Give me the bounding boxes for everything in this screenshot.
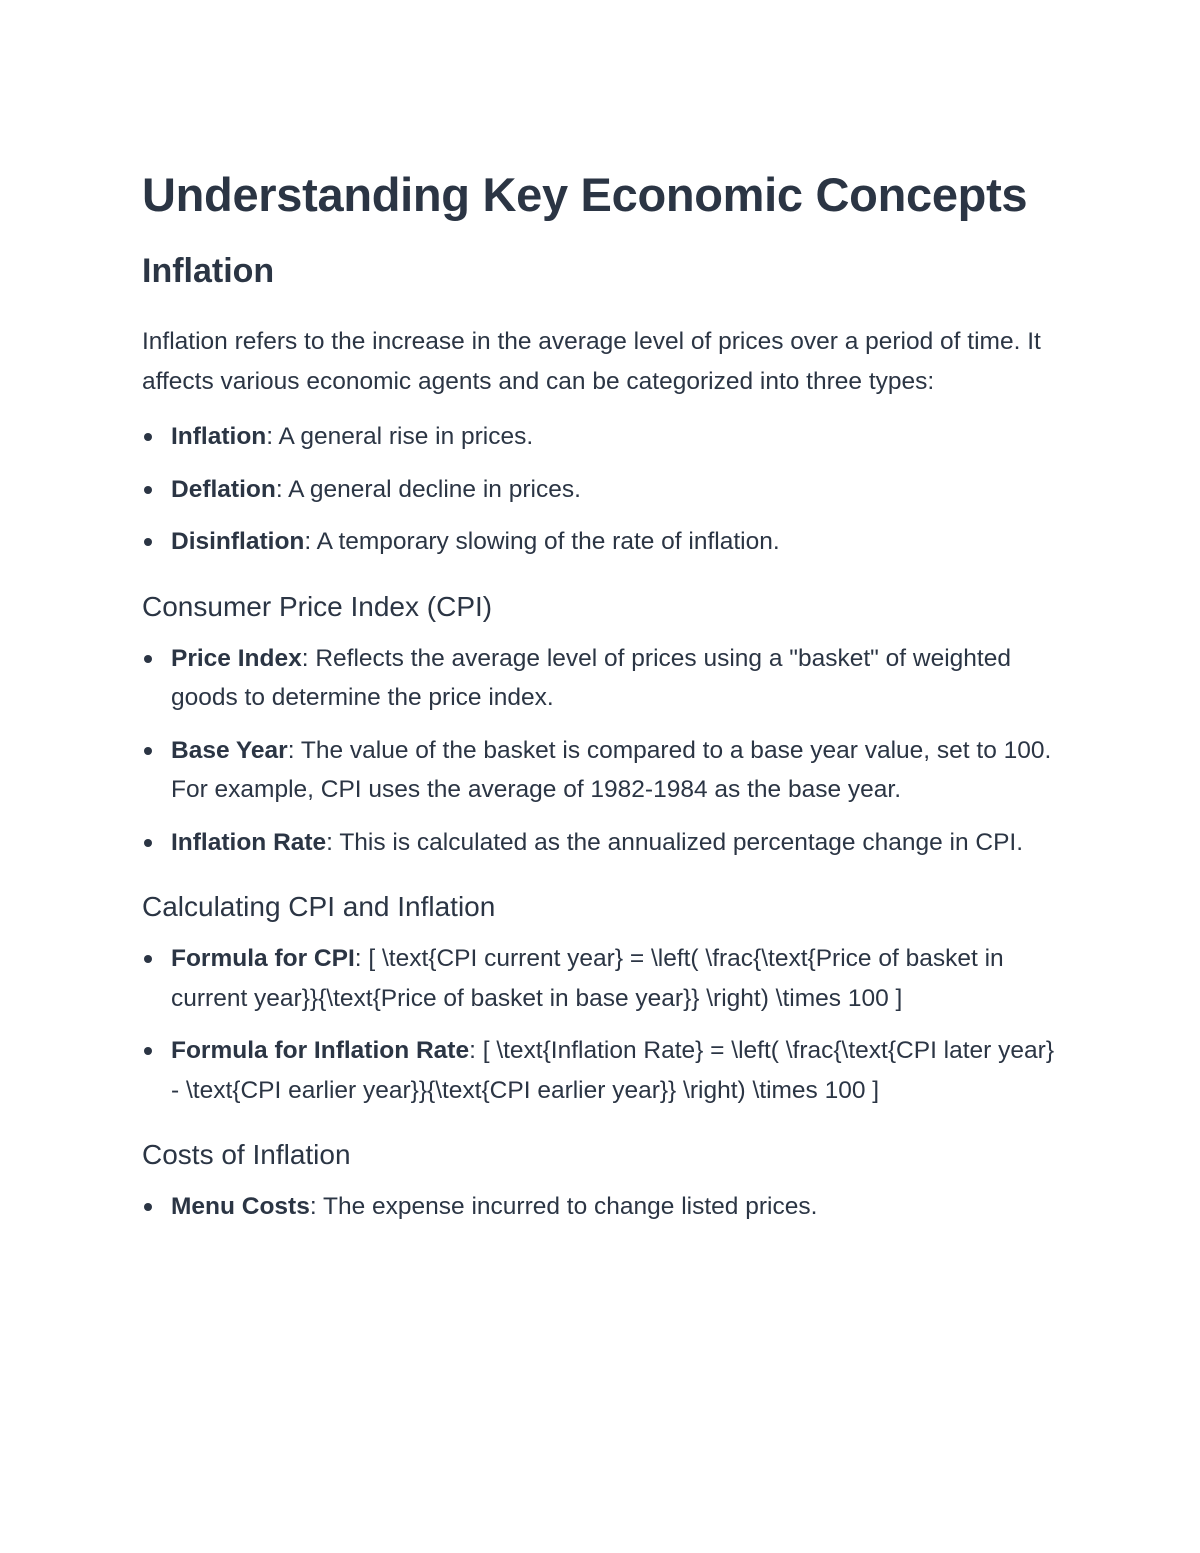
list-item-term: Deflation [171,475,276,503]
bullet-icon [144,1047,152,1055]
inflation-intro: Inflation refers to the increase in the average level of prices over a period of time. It affects various economic agents and can be categorized into three types: [142,328,1041,395]
document-title: Understanding Key Economic Concepts [142,168,1028,221]
list-item [142,417,1062,457]
list-item [142,1187,1062,1227]
list-item [142,823,1062,863]
list-item-text: : The expense incurred to change listed prices. [309,1193,818,1220]
list-item-text: : Reflects the average level of prices using a "basket" of weighted goods to determine the price index. [171,644,1011,711]
list-item-text: : [ \text{Inflation Rate} = \left( \frac{\text{CPI later year} - \text{CPI earlier year}}{\text{CPI earlier year}} \right) \times 100 ] [171,1037,1054,1104]
bullet-icon [144,655,152,663]
cpi-list [142,639,1062,863]
list-item-term: Inflation [171,423,267,450]
bullet-icon [144,486,152,494]
list-item-term: Base Year [171,736,288,764]
list-item-text: : A temporary slowing of the rate of inflation. [304,528,780,555]
list-item-term: Menu Costs [171,1193,310,1220]
list-item-term: Inflation Rate [171,828,327,856]
list-item [142,639,1062,718]
list-item [142,731,1062,810]
list-item-term: Price Index [171,644,302,672]
calculating-list [142,939,1062,1110]
bullet-icon [144,839,152,847]
list-item-text: : The value of the basket is compared to a base year value, set to 100. For example, CPI uses the average of 1982-1984 as the base year. [171,736,1052,803]
list-item-term: Formula for CPI [171,945,355,972]
list-item-text: : This is calculated as the annualized percentage change in CPI. [326,828,1024,856]
costs-list [142,1187,1062,1227]
list-item-term: Disinflation [171,528,305,555]
bullet-icon [144,747,152,755]
section-heading-costs: Costs of Inflation [142,1139,351,1170]
document-page [142,168,1062,1227]
list-item [142,522,1062,562]
bullet-icon [144,955,152,963]
inflation-types-list [142,417,1062,562]
bullet-icon [144,433,152,441]
section-heading-cpi: Consumer Price Index (CPI) [142,590,493,622]
list-item [142,1031,1062,1110]
list-item-term: Formula for Inflation Rate [171,1037,470,1064]
list-item [142,470,1062,510]
bullet-icon [144,1203,152,1211]
list-item-text: : A general rise in prices. [266,423,534,450]
list-item [142,939,1062,1018]
bullet-icon [144,538,152,546]
section-heading-calculating: Calculating CPI and Inflation [142,891,496,922]
list-item-text: : A general decline in prices. [275,475,581,503]
section-heading-inflation: Inflation [142,252,275,290]
list-item-text: : [ \text{CPI current year} = \left( \frac{\text{Price of basket in current year}}{\text{Price of basket in base year}} \right) \times 100 ] [171,945,1004,1012]
